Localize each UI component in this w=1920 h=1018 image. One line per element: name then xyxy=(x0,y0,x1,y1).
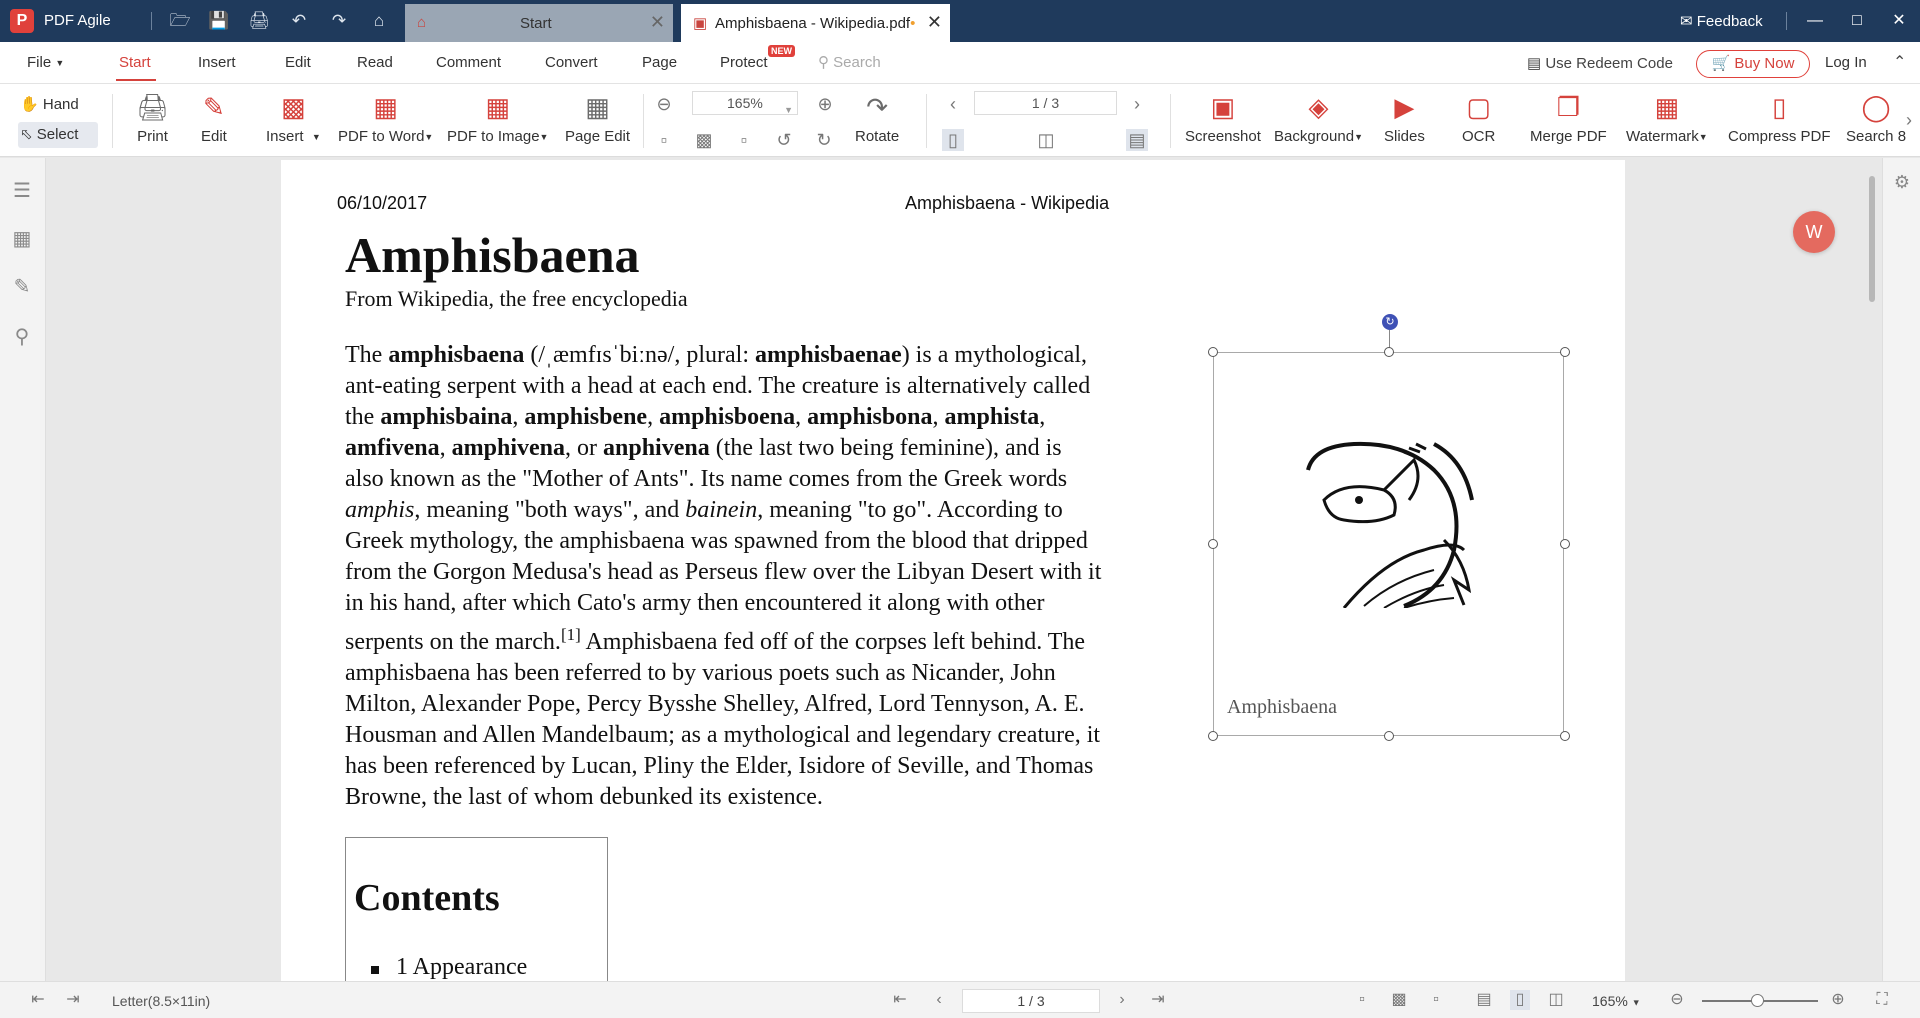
caret-down-icon: ▼ xyxy=(1698,132,1708,143)
text-run: (the last two being feminine), and is xyxy=(709,435,1062,461)
buy-now-button[interactable]: 🛒 Buy Now xyxy=(1696,50,1810,78)
rotate-button[interactable]: ↷ Rotate xyxy=(855,92,900,145)
bold-term: amphisbaina xyxy=(380,404,513,430)
menu-file[interactable]: File ▼ xyxy=(27,54,65,71)
page-header-title: Amphisbaena - Wikipedia xyxy=(905,193,1110,213)
cart-icon: 🛒 xyxy=(1711,55,1731,72)
watermark-button[interactable]: ▦ Watermark▼ xyxy=(1626,92,1708,145)
next-page-icon[interactable]: › xyxy=(1119,991,1125,1008)
close-icon[interactable]: ✕ xyxy=(926,12,942,32)
paragraph-line xyxy=(345,526,1185,557)
text-run: serpents on the march. xyxy=(345,629,561,655)
caret-down-icon: ▼ xyxy=(55,58,65,69)
paragraph-line xyxy=(345,619,1185,658)
contents-item[interactable]: 1 Appearance xyxy=(396,954,528,980)
zoom-out-icon[interactable]: ⊖ xyxy=(1670,991,1684,1008)
menu-start[interactable]: Start xyxy=(119,54,151,71)
menu-protect[interactable]: Protect xyxy=(720,54,768,71)
save-icon[interactable]: 💾 xyxy=(208,11,230,30)
app-logo-icon: P xyxy=(10,9,34,33)
text-run: Amphisbaena fed off of the corpses left behind. The xyxy=(580,629,1086,655)
search-icon: ⚲ xyxy=(818,54,834,71)
paragraph-line xyxy=(345,689,1185,720)
search-button[interactable]: ◯ Search 8 xyxy=(1846,92,1907,145)
two-page-icon[interactable]: ◫ xyxy=(1548,991,1564,1008)
outline-icon[interactable]: ☰ xyxy=(13,180,31,202)
collapse-panel-icon[interactable]: ⇤ xyxy=(31,991,45,1008)
resize-handle[interactable] xyxy=(1384,347,1394,357)
word-icon: ▦ xyxy=(373,92,398,122)
print-icon[interactable]: 🖨 xyxy=(248,11,270,30)
text-run: The xyxy=(345,342,389,368)
pdf-page xyxy=(281,160,1625,981)
text-run: Milton, Alexander Pope, Percy Bysshe Shelley, Alfred, Lord Tennyson, A. E. xyxy=(345,691,1085,717)
text-run: ) is a mythological, xyxy=(901,342,1087,368)
active-tab-indicator xyxy=(116,79,156,81)
text-run: , xyxy=(795,404,808,430)
pdf-to-word-button[interactable]: ▦ PDF to Word▼ xyxy=(338,92,434,145)
text-run: Housman and Allen Mandelbaum; as a mythological and legendary creature, it xyxy=(345,722,1101,748)
article-subtitle: From Wikipedia, the free encyclopedia xyxy=(345,286,688,311)
fit-page-icon[interactable]: ▩ xyxy=(1391,991,1407,1008)
bold-term: amphisbaena xyxy=(388,342,525,368)
bold-term: amphivena xyxy=(451,435,566,461)
two-page-icon[interactable]: ◫ xyxy=(1037,130,1055,150)
divider xyxy=(151,12,152,30)
text-run: the xyxy=(345,404,381,430)
bold-term: amphisbona xyxy=(807,404,933,430)
single-page-icon[interactable]: ▯ xyxy=(1510,990,1530,1010)
convert-word-float-button[interactable] xyxy=(1793,211,1835,253)
contents-title: Contents xyxy=(354,877,500,919)
divider xyxy=(926,94,927,148)
chevron-right-icon[interactable]: › xyxy=(1906,110,1912,130)
text-run: from the Gorgon Medusa's head as Perseus flew over the Libyan Desert with it xyxy=(345,559,1102,585)
divider xyxy=(1170,94,1171,148)
divider xyxy=(643,94,644,148)
actual-size-icon[interactable]: ▫ xyxy=(1359,991,1365,1008)
print-icon: 🖨 xyxy=(136,92,170,122)
compress-pdf-button[interactable]: ▯ Compress PDF xyxy=(1728,92,1831,145)
next-page-icon[interactable]: › xyxy=(1134,94,1140,114)
background-button[interactable]: ◈ Background▼ xyxy=(1274,92,1363,145)
resize-handle[interactable] xyxy=(1208,347,1218,357)
grid-icon: ▦ xyxy=(585,92,610,122)
ocr-button[interactable]: ▢ OCR xyxy=(1462,92,1496,145)
cursor-icon: ⬁ xyxy=(20,126,37,143)
continuous-icon[interactable]: ▤ xyxy=(1126,129,1148,151)
paragraph-line xyxy=(345,557,1185,588)
search-icon: ◯ xyxy=(1861,92,1891,122)
paragraph-line xyxy=(345,720,1185,751)
menu-page[interactable]: Page xyxy=(642,54,678,71)
menu-insert[interactable]: Insert xyxy=(198,54,236,71)
status-zoom-select[interactable]: 165% ▼ xyxy=(1592,993,1641,1009)
edit-icon: ✎ xyxy=(203,92,225,122)
merge-pdf-button[interactable]: ❐ Merge PDF xyxy=(1530,92,1607,145)
text-run: amphisbaena has been referred to by various poets such as Nicander, John xyxy=(345,660,1056,686)
paragraph-line xyxy=(345,751,1185,782)
login-button[interactable]: Log In xyxy=(1825,54,1867,71)
resize-handle[interactable] xyxy=(1560,539,1570,549)
pdf-to-image-button[interactable]: ▦ PDF to Image▼ xyxy=(447,92,549,145)
resize-handle[interactable] xyxy=(1560,347,1570,357)
divider xyxy=(112,94,113,148)
redo-icon[interactable]: ↷ xyxy=(331,11,347,30)
bold-term: amfivena xyxy=(345,435,440,461)
ribbon-toolbar xyxy=(0,84,1920,157)
text-run: , xyxy=(439,435,452,461)
expand-panel-icon[interactable]: ⇥ xyxy=(66,991,80,1008)
text-run: (/ˌæmfɪsˈbiːnə/, plural: xyxy=(524,342,755,368)
slides-icon: ▶ xyxy=(1394,92,1415,122)
status-bar xyxy=(0,981,1920,1018)
left-sidebar xyxy=(0,158,46,981)
text-run: , or xyxy=(565,435,604,461)
fullscreen-icon[interactable]: ⛶ xyxy=(1876,991,1888,1008)
rotate-handle[interactable]: ↻ xyxy=(1382,314,1398,330)
article-title: Amphisbaena xyxy=(345,227,640,283)
bold-term: amphisboena xyxy=(659,404,796,430)
menu-edit[interactable]: Edit xyxy=(285,54,311,71)
text-run: Greek mythology, the amphisbaena was spawned from the blood that dripped xyxy=(345,528,1088,554)
print-button[interactable]: 🖨 Print xyxy=(136,92,170,145)
filter-icon[interactable]: ⚙ xyxy=(1893,172,1911,192)
article-paragraph xyxy=(345,340,1185,813)
hand-icon: ✋ xyxy=(20,96,43,113)
table-of-contents xyxy=(345,837,608,981)
caret-down-icon: ▼ xyxy=(1354,132,1363,143)
divider xyxy=(1786,12,1787,30)
gift-icon: ▤ xyxy=(1527,55,1546,72)
continuous-icon[interactable]: ▤ xyxy=(1476,991,1492,1008)
zoom-slider-knob[interactable] xyxy=(1751,994,1764,1007)
zoom-select[interactable]: 165% ▼ xyxy=(692,91,798,115)
resize-handle[interactable] xyxy=(1560,731,1570,741)
text-run: also known as the "Mother of Ants". Its name comes from the Greek words xyxy=(345,466,1068,492)
text-run: , xyxy=(1039,404,1046,430)
home-icon: ⌂ xyxy=(417,14,427,31)
zoom-out-icon[interactable]: ⊖ xyxy=(656,94,672,114)
screenshot-button[interactable]: ▣ Screenshot xyxy=(1185,92,1261,145)
maximize-icon[interactable]: □ xyxy=(1852,12,1862,29)
caret-down-icon: ▼ xyxy=(784,105,793,115)
bold-term: amphisbene xyxy=(524,404,648,430)
home-icon[interactable]: ⌂ xyxy=(373,11,385,30)
hand-tool[interactable]: ✋ Hand xyxy=(20,96,79,113)
comment-icon[interactable]: ✎ xyxy=(13,276,31,298)
resize-handle[interactable] xyxy=(1384,731,1394,741)
watermark-icon: ▦ xyxy=(1654,92,1680,122)
paragraph-line xyxy=(345,371,1185,402)
app-name: PDF Agile xyxy=(44,12,111,29)
menu-comment[interactable]: Comment xyxy=(436,54,502,71)
text-run: , xyxy=(932,404,945,430)
menu-read[interactable]: Read xyxy=(357,54,393,71)
image-caption: Amphisbaena xyxy=(1227,696,1337,718)
bold-term: amphista xyxy=(944,404,1040,430)
compress-icon: ▯ xyxy=(1772,92,1787,122)
search-input[interactable]: ⚲ Search xyxy=(818,54,881,71)
paragraph-line xyxy=(345,588,1185,619)
close-icon[interactable]: ✕ xyxy=(649,12,665,32)
paragraph-line xyxy=(345,495,1185,526)
undo-icon[interactable]: ↶ xyxy=(291,11,307,30)
text-run: Browne, the last of whom debunked its existence. xyxy=(345,784,823,810)
citation-ref[interactable]: [1] xyxy=(560,625,581,644)
tab-start[interactable] xyxy=(405,4,673,42)
title-bar xyxy=(0,0,1920,42)
paint-bucket-icon: ◈ xyxy=(1308,92,1329,122)
insert-page-icon: ▩ xyxy=(281,92,306,122)
text-run: amphis xyxy=(345,497,415,523)
caret-down-icon: ▼ xyxy=(1631,997,1641,1008)
chevron-up-icon[interactable]: ⌃ xyxy=(1893,54,1907,71)
feedback-button[interactable]: ✉ Feedback xyxy=(1680,13,1763,30)
modified-dot: • xyxy=(910,15,916,32)
tab-document[interactable] xyxy=(681,4,950,42)
bold-term: anphivena xyxy=(603,435,710,461)
page-number-input[interactable]: 1 / 3 xyxy=(974,91,1117,115)
text-run: , xyxy=(512,404,525,430)
rotate-icon: ↷ xyxy=(866,92,888,122)
resize-handle[interactable] xyxy=(1208,539,1218,549)
select-tool[interactable]: ⬁ Select xyxy=(20,126,79,143)
single-page-icon[interactable]: ▯ xyxy=(942,129,964,151)
prev-page-icon[interactable]: ‹ xyxy=(936,991,942,1008)
text-run: has been referenced by Lucan, Pliny the Elder, Isidore of Seville, and Thomas xyxy=(345,753,1094,779)
vertical-scrollbar[interactable] xyxy=(1869,176,1875,302)
zoom-in-icon[interactable]: ⊕ xyxy=(817,94,833,114)
new-badge: NEW xyxy=(768,45,795,57)
paragraph-line xyxy=(345,658,1185,689)
text-run: ant-eating serpent with a head at each end. The creature is alternatively called xyxy=(345,373,1091,399)
text-run: in his hand, after which Cato's army then encountered it along with other xyxy=(345,590,1045,616)
insert-button[interactable]: ▩ Insert ▼ xyxy=(266,92,321,145)
redeem-code-button[interactable]: ▤ Use Redeem Code xyxy=(1527,55,1673,72)
text-run: bainein xyxy=(685,497,758,523)
screenshot-icon: ▣ xyxy=(1210,92,1236,122)
last-page-icon[interactable]: ⇥ xyxy=(1151,991,1165,1008)
menu-bar xyxy=(0,42,1920,84)
page-edit-button[interactable]: ▦ Page Edit xyxy=(565,92,631,145)
edit-button[interactable]: ✎ Edit xyxy=(201,92,227,145)
caret-down-icon: ▼ xyxy=(311,132,321,143)
resize-handle[interactable] xyxy=(1208,731,1218,741)
paragraph-line xyxy=(345,402,1185,433)
status-page-input[interactable]: 1 / 3 xyxy=(962,989,1100,1013)
slides-button[interactable]: ▶ Slides xyxy=(1384,92,1425,145)
paragraph-line xyxy=(345,464,1185,495)
zoom-in-icon[interactable]: ⊕ xyxy=(1831,991,1845,1008)
right-sidebar xyxy=(1882,158,1920,981)
caret-down-icon: ▼ xyxy=(424,132,434,143)
rotate-right-icon[interactable]: ↻ xyxy=(816,130,832,150)
search-panel-icon[interactable]: ⚲ xyxy=(14,326,30,348)
tab-label: Amphisbaena - Wikipedia.pdf• xyxy=(715,15,916,32)
window-close-icon[interactable]: ✕ xyxy=(1892,12,1906,29)
bold-term: amphisbaenae xyxy=(754,342,902,368)
rotate-left-icon[interactable]: ↺ xyxy=(776,130,792,150)
text-run: , xyxy=(647,404,660,430)
fit-width-icon[interactable]: ▫ xyxy=(740,130,748,150)
merge-icon: ❐ xyxy=(1556,92,1580,122)
ocr-icon: ▢ xyxy=(1466,92,1491,122)
page-header-date: 06/10/2017 xyxy=(337,193,428,213)
paragraph-line xyxy=(345,433,1185,464)
amphisbaena-illustration xyxy=(1304,440,1474,608)
pdf-file-icon: ▣ xyxy=(693,15,708,32)
caret-down-icon: ▼ xyxy=(539,132,549,143)
feedback-icon: ✉ xyxy=(1680,13,1697,30)
minimize-icon[interactable]: — xyxy=(1807,12,1823,29)
menu-convert[interactable]: Convert xyxy=(545,54,598,71)
word-icon: W xyxy=(1805,222,1823,242)
paragraph-line xyxy=(345,340,1185,371)
prev-page-icon[interactable]: ‹ xyxy=(950,94,956,114)
fit-page-icon[interactable]: ▩ xyxy=(695,130,713,150)
text-run: , meaning "both ways", and xyxy=(414,497,686,523)
page-size-label: Letter(8.5×11in) xyxy=(112,993,211,1009)
image-icon: ▦ xyxy=(485,92,511,122)
fit-width-icon[interactable]: ▫ xyxy=(1433,991,1439,1008)
tab-label: Start xyxy=(520,15,552,32)
paragraph-line xyxy=(345,782,1185,813)
text-run: , meaning "to go". According to xyxy=(757,497,1063,523)
open-folder-icon[interactable]: 🗁 xyxy=(169,11,191,30)
thumbnail-icon[interactable]: ▦ xyxy=(12,228,32,250)
actual-size-icon[interactable]: ▫ xyxy=(660,130,668,150)
first-page-icon[interactable]: ⇤ xyxy=(893,991,907,1008)
